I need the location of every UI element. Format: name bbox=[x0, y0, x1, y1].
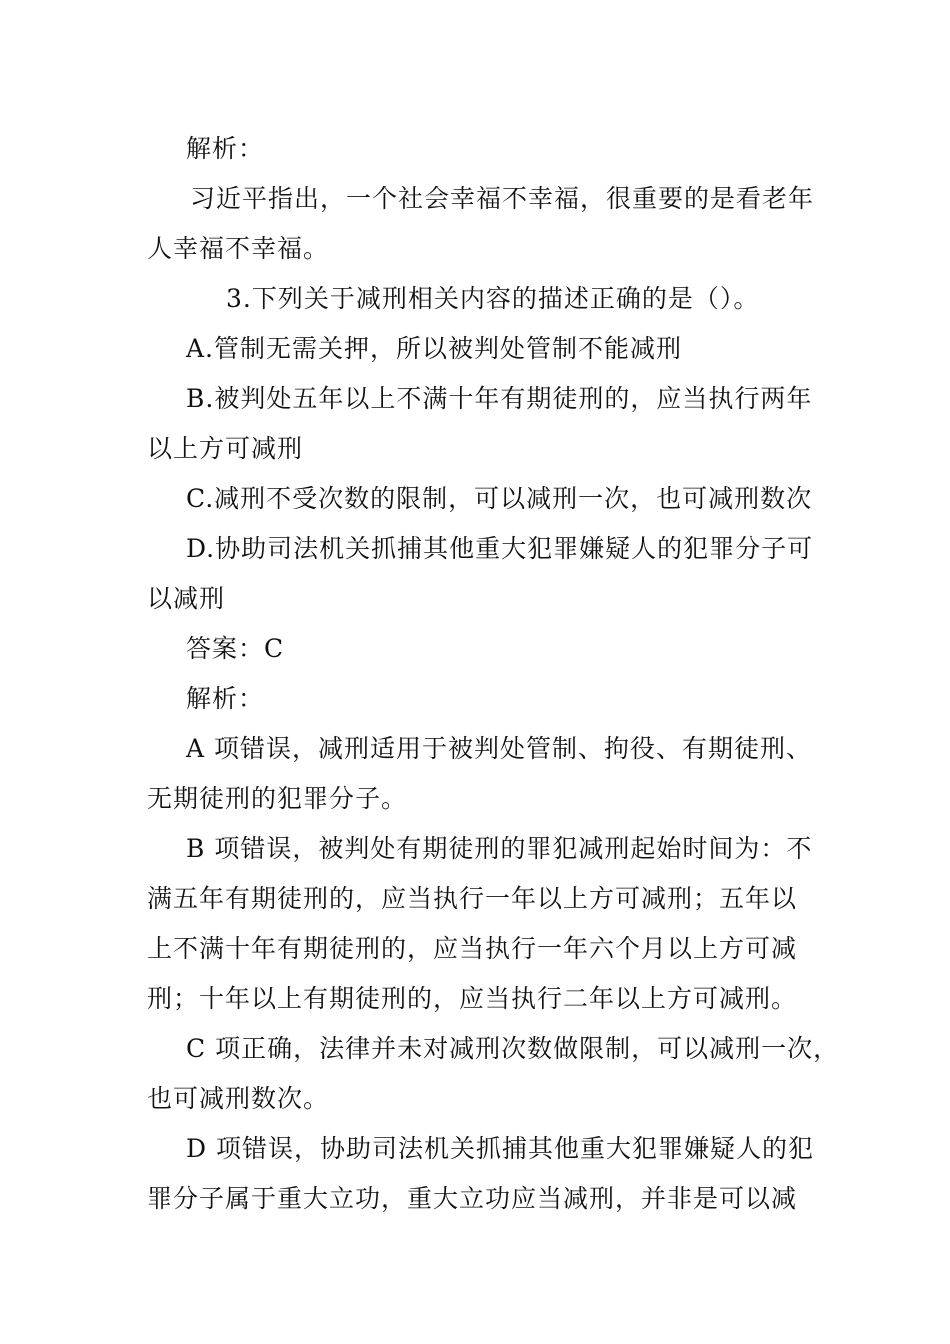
explain-b-line-4: 刑；十年以上有期徒刑的，应当执行二年以上方可减刑。 bbox=[147, 984, 798, 1013]
analysis-heading-2: 解析： bbox=[186, 684, 265, 713]
question-3: 3.下列关于减刑相关内容的描述正确的是（）。 bbox=[226, 284, 760, 313]
option-d-line-1: D.协助司法机关抓捕其他重大犯罪嫌疑人的犯罪分子可 bbox=[186, 534, 814, 563]
explain-b-line-1: B 项错误，被判处有期徒刑的罪犯减刑起始时间为：不 bbox=[186, 834, 813, 863]
explain-a-line-1: A 项错误，减刑适用于被判处管制、拘役、有期徒刑、 bbox=[186, 734, 813, 763]
option-a: A.管制无需关押，所以被判处管制不能减刑 bbox=[186, 334, 683, 363]
explain-c-line-2: 也可减刑数次。 bbox=[147, 1084, 330, 1113]
answer: 答案：C bbox=[186, 634, 285, 663]
analysis-heading-1: 解析： bbox=[186, 134, 265, 163]
explain-b-line-3: 上不满十年有期徒刑的，应当执行一年六个月以上方可减 bbox=[147, 934, 798, 963]
explain-b-line-2: 满五年有期徒刑的，应当执行一年以上方可减刑；五年以 bbox=[147, 884, 798, 913]
option-b-line-2: 以上方可减刑 bbox=[147, 434, 304, 463]
explain-a-line-2: 无期徒刑的犯罪分子。 bbox=[147, 784, 408, 813]
explain-c-line-1: C 项正确，法律并未对减刑次数做限制，可以减刑一次， bbox=[186, 1034, 840, 1063]
option-b-line-1: B.被判处五年以上不满十年有期徒刑的，应当执行两年 bbox=[186, 384, 813, 413]
option-d-line-2: 以减刑 bbox=[147, 584, 226, 613]
option-c: C.减刑不受次数的限制，可以减刑一次，也可减刑数次 bbox=[186, 484, 813, 513]
explain-d-line-1: D 项错误，协助司法机关抓捕其他重大犯罪嫌疑人的犯 bbox=[186, 1134, 814, 1163]
explain-d-line-2: 罪分子属于重大立功，重大立功应当减刑，并非是可以减 bbox=[147, 1184, 798, 1213]
analysis-text-line-1: 习近平指出，一个社会幸福不幸福，很重要的是看老年 bbox=[190, 184, 815, 213]
analysis-text-line-2: 人幸福不幸福。 bbox=[147, 234, 330, 263]
